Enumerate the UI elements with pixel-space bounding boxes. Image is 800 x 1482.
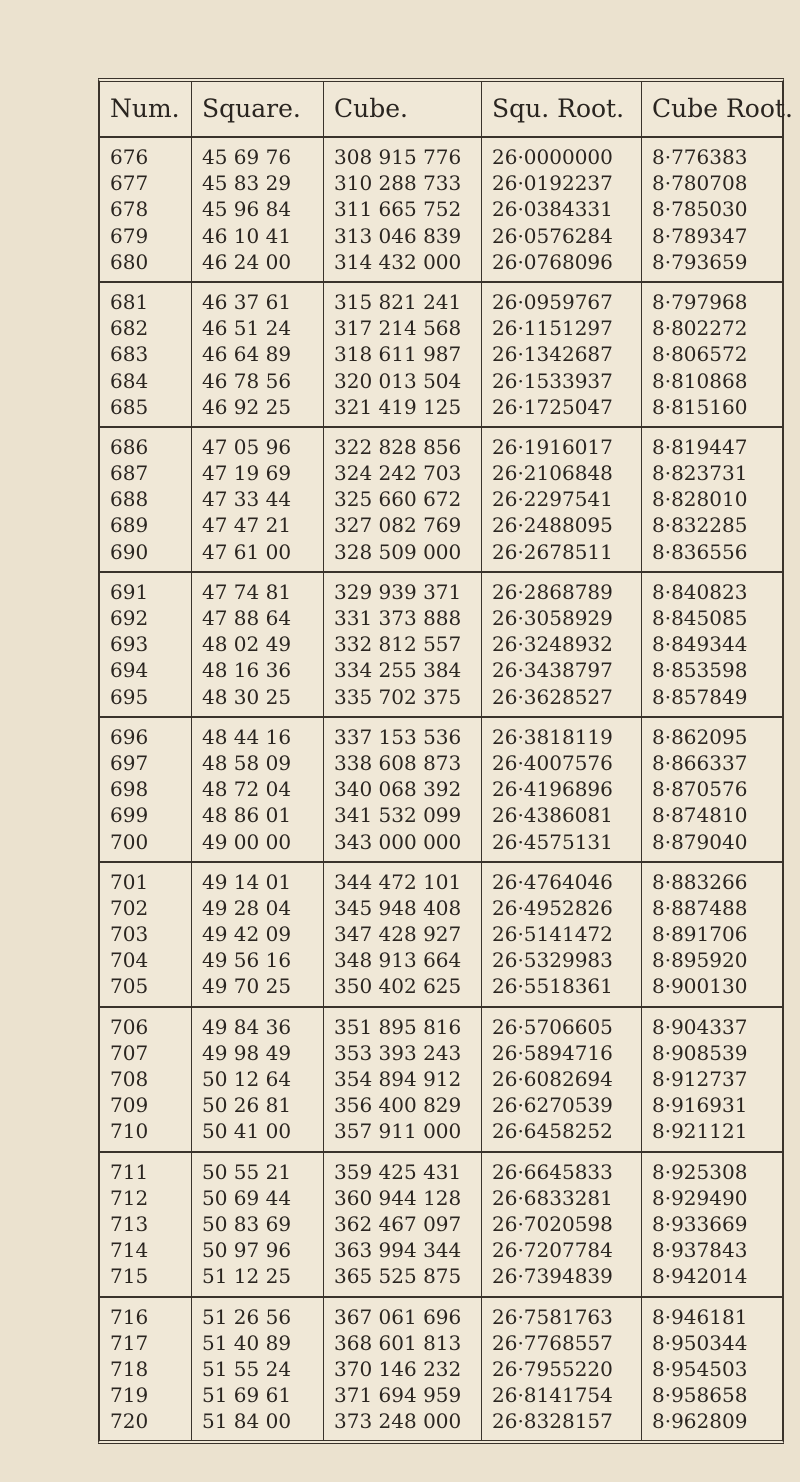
square-cell: 47 33 44 [192, 486, 324, 512]
square-root-cell: 26·6833281 [482, 1185, 642, 1211]
table-row [100, 921, 782, 947]
square-root-cell: 26·4196896 [482, 776, 642, 802]
square-cell: 46 51 24 [192, 315, 324, 341]
num-cell: 691 [100, 579, 192, 605]
square-root-cell: 26·7768557 [482, 1330, 642, 1356]
cube-cell: 341 532 099 [324, 802, 482, 828]
table-row [100, 249, 782, 275]
cube-root-cell: 8·815160 [652, 394, 748, 419]
square-root-cell: 26·1916017 [482, 434, 642, 460]
header-cube: Cube. [324, 82, 482, 136]
table-row [100, 1237, 782, 1263]
square-cell: 50 26 81 [192, 1092, 324, 1118]
cube-cell: 318 611 987 [324, 341, 482, 367]
square-cell: 51 69 61 [192, 1382, 324, 1408]
table-row [100, 486, 782, 512]
square-root-cell: 26·6082694 [482, 1066, 642, 1092]
cube-cell: 359 425 431 [324, 1159, 482, 1185]
table-row [100, 394, 782, 420]
cube-cell: 310 288 733 [324, 170, 482, 196]
square-cell: 45 69 76 [192, 144, 324, 170]
cube-root-cell: 8·895920 [652, 948, 748, 973]
square-cell: 47 19 69 [192, 460, 324, 486]
num-cell: 683 [100, 341, 192, 367]
square-root-cell: 26·6458252 [482, 1118, 642, 1144]
table-row [100, 1014, 782, 1040]
cube-cell: 368 601 813 [324, 1330, 482, 1356]
square-root-cell: 26·2678511 [482, 539, 642, 565]
table-row [100, 1304, 782, 1330]
table-row [100, 341, 782, 367]
square-cell: 47 47 21 [192, 512, 324, 538]
cube-cell: 363 994 344 [324, 1237, 482, 1263]
cube-cell: 347 428 927 [324, 921, 482, 947]
row-group [100, 138, 782, 283]
cube-cell: 351 895 816 [324, 1014, 482, 1040]
square-cell: 49 14 01 [192, 869, 324, 895]
table-row [100, 605, 782, 631]
cube-cell: 345 948 408 [324, 895, 482, 921]
row-group [100, 283, 782, 428]
square-cell: 48 44 16 [192, 724, 324, 750]
cube-root-cell: 8·862095 [652, 724, 748, 749]
table-row [100, 724, 782, 750]
square-cell: 49 56 16 [192, 947, 324, 973]
cube-root-cell: 8·954503 [652, 1356, 748, 1381]
num-cell: 707 [100, 1040, 192, 1066]
square-cell: 48 02 49 [192, 631, 324, 657]
cube-root-cell: 8·832285 [652, 513, 748, 538]
cube-cell: 354 894 912 [324, 1066, 482, 1092]
num-cell: 682 [100, 315, 192, 341]
num-cell: 713 [100, 1211, 192, 1237]
num-cell: 687 [100, 460, 192, 486]
num-cell: 689 [100, 512, 192, 538]
table-row [100, 170, 782, 196]
cube-cell: 324 242 703 [324, 460, 482, 486]
num-cell: 680 [100, 249, 192, 275]
cube-cell: 315 821 241 [324, 289, 482, 315]
square-root-cell: 26·7394839 [482, 1263, 642, 1289]
num-cell: 714 [100, 1237, 192, 1263]
square-cell: 46 37 61 [192, 289, 324, 315]
cube-root-cell: 8·942014 [652, 1264, 748, 1289]
square-cell: 47 05 96 [192, 434, 324, 460]
cube-cell: 314 432 000 [324, 249, 482, 275]
square-cell: 49 28 04 [192, 895, 324, 921]
cube-root-cell: 8·853598 [652, 658, 748, 683]
table-row [100, 434, 782, 460]
square-root-cell: 26·2868789 [482, 579, 642, 605]
square-root-cell: 26·7207784 [482, 1237, 642, 1263]
cube-root-cell: 8·933669 [652, 1211, 748, 1236]
num-cell: 686 [100, 434, 192, 460]
table-row [100, 1330, 782, 1356]
table-row [100, 895, 782, 921]
table-row [100, 144, 782, 170]
table-row [100, 776, 782, 802]
cube-root-cell: 8·887488 [652, 895, 748, 920]
header-square: Square. [192, 82, 324, 136]
square-root-cell: 26·0959767 [482, 289, 642, 315]
square-cell: 48 72 04 [192, 776, 324, 802]
num-cell: 681 [100, 289, 192, 315]
square-root-cell: 26·2297541 [482, 486, 642, 512]
square-root-cell: 26·5141472 [482, 921, 642, 947]
row-group [100, 1008, 782, 1153]
row-group [100, 573, 782, 718]
cube-root-cell: 8·849344 [652, 632, 748, 657]
cube-cell: 348 913 664 [324, 947, 482, 973]
square-root-cell: 26·0192237 [482, 170, 642, 196]
table-row [100, 512, 782, 538]
cube-root-cell: 8·891706 [652, 922, 748, 947]
cube-cell: 367 061 696 [324, 1304, 482, 1330]
cube-root-cell: 8·946181 [652, 1304, 748, 1329]
cube-root-cell: 8·912737 [652, 1067, 748, 1091]
cube-cell: 311 665 752 [324, 196, 482, 222]
square-cell: 50 97 96 [192, 1237, 324, 1263]
cube-cell: 335 702 375 [324, 684, 482, 710]
num-cell: 684 [100, 368, 192, 394]
cube-cell: 328 509 000 [324, 539, 482, 565]
square-root-cell: 26·1342687 [482, 341, 642, 367]
num-cell: 695 [100, 684, 192, 710]
cube-root-cell: 8·819447 [652, 434, 748, 459]
header-square-root: Squ. Root. [482, 82, 642, 136]
square-root-cell: 26·6645833 [482, 1159, 642, 1185]
square-root-cell: 26·4386081 [482, 802, 642, 828]
square-cell: 49 98 49 [192, 1040, 324, 1066]
cube-root-cell: 8·916931 [652, 1093, 748, 1118]
square-root-cell: 26·7020598 [482, 1211, 642, 1237]
cube-root-cell: 8·776383 [652, 145, 748, 169]
cube-cell: 356 400 829 [324, 1092, 482, 1118]
cube-cell: 362 467 097 [324, 1211, 482, 1237]
num-cell: 703 [100, 921, 192, 947]
num-cell: 704 [100, 947, 192, 973]
square-root-cell: 26·5706605 [482, 1014, 642, 1040]
square-cell: 51 55 24 [192, 1356, 324, 1382]
num-cell: 699 [100, 802, 192, 828]
table-row [100, 1185, 782, 1211]
cube-cell: 340 068 392 [324, 776, 482, 802]
square-cell: 48 16 36 [192, 657, 324, 683]
num-cell: 720 [100, 1408, 192, 1434]
cube-cell: 360 944 128 [324, 1185, 482, 1211]
square-root-cell: 26·3628527 [482, 684, 642, 710]
cube-root-cell: 8·823731 [652, 461, 748, 486]
square-root-cell: 26·2106848 [482, 460, 642, 486]
square-cell: 46 64 89 [192, 341, 324, 367]
square-cell: 49 00 00 [192, 829, 324, 855]
row-group [100, 428, 782, 573]
num-cell: 718 [100, 1356, 192, 1382]
cube-cell: 334 255 384 [324, 657, 482, 683]
square-cell: 48 86 01 [192, 802, 324, 828]
square-root-cell: 26·5329983 [482, 947, 642, 973]
square-root-cell: 26·3438797 [482, 657, 642, 683]
square-cell: 45 83 29 [192, 170, 324, 196]
square-root-cell: 26·1151297 [482, 315, 642, 341]
num-cell: 706 [100, 1014, 192, 1040]
table-row [100, 1263, 782, 1289]
square-cell: 49 84 36 [192, 1014, 324, 1040]
cube-cell: 322 828 856 [324, 434, 482, 460]
num-cell: 698 [100, 776, 192, 802]
num-cell: 697 [100, 750, 192, 776]
cube-cell: 373 248 000 [324, 1408, 482, 1434]
cube-root-cell: 8·900130 [652, 974, 748, 999]
square-root-cell: 26·0576284 [482, 223, 642, 249]
square-root-cell: 26·7955220 [482, 1356, 642, 1382]
cube-root-cell: 8·925308 [652, 1159, 748, 1184]
cube-cell: 320 013 504 [324, 368, 482, 394]
square-cell: 46 78 56 [192, 368, 324, 394]
table-row [100, 196, 782, 222]
cube-cell: 332 812 557 [324, 631, 482, 657]
num-cell: 696 [100, 724, 192, 750]
table-row [100, 947, 782, 973]
cube-cell: 329 939 371 [324, 579, 482, 605]
square-cell: 51 84 00 [192, 1408, 324, 1434]
square-cell: 49 70 25 [192, 973, 324, 999]
num-cell: 693 [100, 631, 192, 657]
table-row [100, 539, 782, 565]
num-cell: 710 [100, 1118, 192, 1144]
cube-root-cell: 8·950344 [652, 1330, 748, 1355]
table-row [100, 289, 782, 315]
table-row [100, 579, 782, 605]
num-cell: 709 [100, 1092, 192, 1118]
square-root-cell: 26·7581763 [482, 1304, 642, 1330]
cube-root-cell: 8·937843 [652, 1238, 748, 1263]
table-body [100, 138, 782, 1440]
num-cell: 701 [100, 869, 192, 895]
table-row [100, 631, 782, 657]
table-row [100, 1211, 782, 1237]
num-cell: 685 [100, 394, 192, 420]
table-row [100, 750, 782, 776]
cube-cell: 321 419 125 [324, 394, 482, 420]
square-cell: 50 55 21 [192, 1159, 324, 1185]
square-cell: 46 24 00 [192, 249, 324, 275]
square-root-cell: 26·5894716 [482, 1040, 642, 1066]
table-row [100, 1356, 782, 1382]
cube-root-cell: 8·810868 [652, 368, 748, 393]
cube-root-cell: 8·785030 [652, 197, 748, 222]
table-row [100, 1092, 782, 1118]
cube-cell: 353 393 243 [324, 1040, 482, 1066]
table-row [100, 1159, 782, 1185]
cube-cell: 325 660 672 [324, 486, 482, 512]
cube-root-cell: 8·789347 [652, 223, 748, 248]
cube-cell: 327 082 769 [324, 512, 482, 538]
table-row [100, 1066, 782, 1092]
cube-root-cell: 8·904337 [652, 1014, 748, 1039]
num-cell: 678 [100, 196, 192, 222]
square-cell: 51 26 56 [192, 1304, 324, 1330]
square-cell: 51 40 89 [192, 1330, 324, 1356]
cube-root-cell: 8·958658 [652, 1383, 748, 1408]
table-row [100, 315, 782, 341]
square-cell: 50 41 00 [192, 1118, 324, 1144]
square-root-cell: 26·1725047 [482, 394, 642, 420]
table-row [100, 1408, 782, 1434]
square-root-cell: 26·0768096 [482, 249, 642, 275]
row-group [100, 718, 782, 863]
num-cell: 677 [100, 170, 192, 196]
square-cell: 50 83 69 [192, 1211, 324, 1237]
num-cell: 676 [100, 144, 192, 170]
cube-root-cell: 8·908539 [652, 1040, 748, 1065]
num-cell: 716 [100, 1304, 192, 1330]
cube-root-cell: 8·883266 [652, 869, 748, 894]
cube-cell: 308 915 776 [324, 144, 482, 170]
num-cell: 694 [100, 657, 192, 683]
square-root-cell: 26·1533937 [482, 368, 642, 394]
num-cell: 705 [100, 973, 192, 999]
num-cell: 719 [100, 1382, 192, 1408]
square-root-cell: 26·0000000 [482, 144, 642, 170]
cube-root-cell: 8·806572 [652, 342, 748, 367]
row-group [100, 1153, 782, 1298]
powers-and-roots-table [98, 78, 793, 1444]
cube-root-cell: 8·836556 [652, 539, 748, 564]
square-cell: 49 42 09 [192, 921, 324, 947]
cube-root-cell: 8·828010 [652, 487, 748, 512]
row-group [100, 1298, 782, 1441]
square-root-cell: 26·3248932 [482, 631, 642, 657]
square-root-cell: 26·6270539 [482, 1092, 642, 1118]
cube-root-cell: 8·879040 [652, 829, 748, 854]
square-cell: 48 58 09 [192, 750, 324, 776]
cube-root-cell: 8·840823 [652, 579, 748, 604]
cube-cell: 344 472 101 [324, 869, 482, 895]
cube-cell: 350 402 625 [324, 973, 482, 999]
table-row [100, 1118, 782, 1144]
cube-root-cell: 8·793659 [652, 249, 748, 274]
num-cell: 700 [100, 829, 192, 855]
num-cell: 692 [100, 605, 192, 631]
table-row [100, 1040, 782, 1066]
table-row [100, 1382, 782, 1408]
cube-root-cell: 8·866337 [652, 750, 748, 775]
table-row [100, 802, 782, 828]
square-root-cell: 26·2488095 [482, 512, 642, 538]
cube-cell: 313 046 839 [324, 223, 482, 249]
square-root-cell: 26·0384331 [482, 196, 642, 222]
cube-cell: 370 146 232 [324, 1356, 482, 1382]
square-cell: 45 96 84 [192, 196, 324, 222]
square-root-cell: 26·4007576 [482, 750, 642, 776]
num-cell: 679 [100, 223, 192, 249]
num-cell: 708 [100, 1066, 192, 1092]
num-cell: 712 [100, 1185, 192, 1211]
square-root-cell: 26·3818119 [482, 724, 642, 750]
header-num: Num. [100, 82, 192, 136]
square-cell: 48 30 25 [192, 684, 324, 710]
num-cell: 715 [100, 1263, 192, 1289]
table-header [100, 82, 793, 138]
num-cell: 690 [100, 539, 192, 565]
table-row [100, 460, 782, 486]
cube-cell: 331 373 888 [324, 605, 482, 631]
table-row [100, 223, 782, 249]
square-root-cell: 26·4952826 [482, 895, 642, 921]
square-cell: 47 61 00 [192, 539, 324, 565]
cube-cell: 343 000 000 [324, 829, 482, 855]
cube-root-cell: 8·870576 [652, 777, 748, 802]
table-row [100, 684, 782, 710]
square-cell: 46 10 41 [192, 223, 324, 249]
cube-root-cell: 8·962809 [652, 1409, 748, 1434]
num-cell: 688 [100, 486, 192, 512]
square-root-cell: 26·8328157 [482, 1408, 642, 1434]
cube-root-cell: 8·857849 [652, 684, 748, 709]
cube-root-cell: 8·929490 [652, 1185, 748, 1210]
cube-root-cell: 8·780708 [652, 171, 748, 196]
cube-root-cell: 8·802272 [652, 316, 748, 341]
cube-cell: 357 911 000 [324, 1118, 482, 1144]
square-cell: 46 92 25 [192, 394, 324, 420]
square-cell: 47 88 64 [192, 605, 324, 631]
square-root-cell: 26·8141754 [482, 1382, 642, 1408]
square-cell: 50 69 44 [192, 1185, 324, 1211]
cube-cell: 365 525 875 [324, 1263, 482, 1289]
cube-root-cell: 8·874810 [652, 803, 748, 828]
cube-cell: 317 214 568 [324, 315, 482, 341]
cube-root-cell: 8·921121 [652, 1119, 748, 1144]
square-cell: 50 12 64 [192, 1066, 324, 1092]
table-row [100, 368, 782, 394]
table-row [100, 657, 782, 683]
num-cell: 702 [100, 895, 192, 921]
cube-root-cell: 8·797968 [652, 289, 748, 314]
square-cell: 47 74 81 [192, 579, 324, 605]
square-root-cell: 26·4575131 [482, 829, 642, 855]
table-row [100, 973, 782, 999]
header-cube-root: Cube Root. [652, 94, 793, 123]
cube-cell: 337 153 536 [324, 724, 482, 750]
table-row [100, 869, 782, 895]
row-group [100, 863, 782, 1008]
square-root-cell: 26·5518361 [482, 973, 642, 999]
cube-root-cell: 8·845085 [652, 606, 748, 630]
square-root-cell: 26·3058929 [482, 605, 642, 631]
cube-cell: 338 608 873 [324, 750, 482, 776]
table-row [100, 829, 782, 855]
square-root-cell: 26·4764046 [482, 869, 642, 895]
square-cell: 51 12 25 [192, 1263, 324, 1289]
num-cell: 717 [100, 1330, 192, 1356]
cube-cell: 371 694 959 [324, 1382, 482, 1408]
num-cell: 711 [100, 1159, 192, 1185]
